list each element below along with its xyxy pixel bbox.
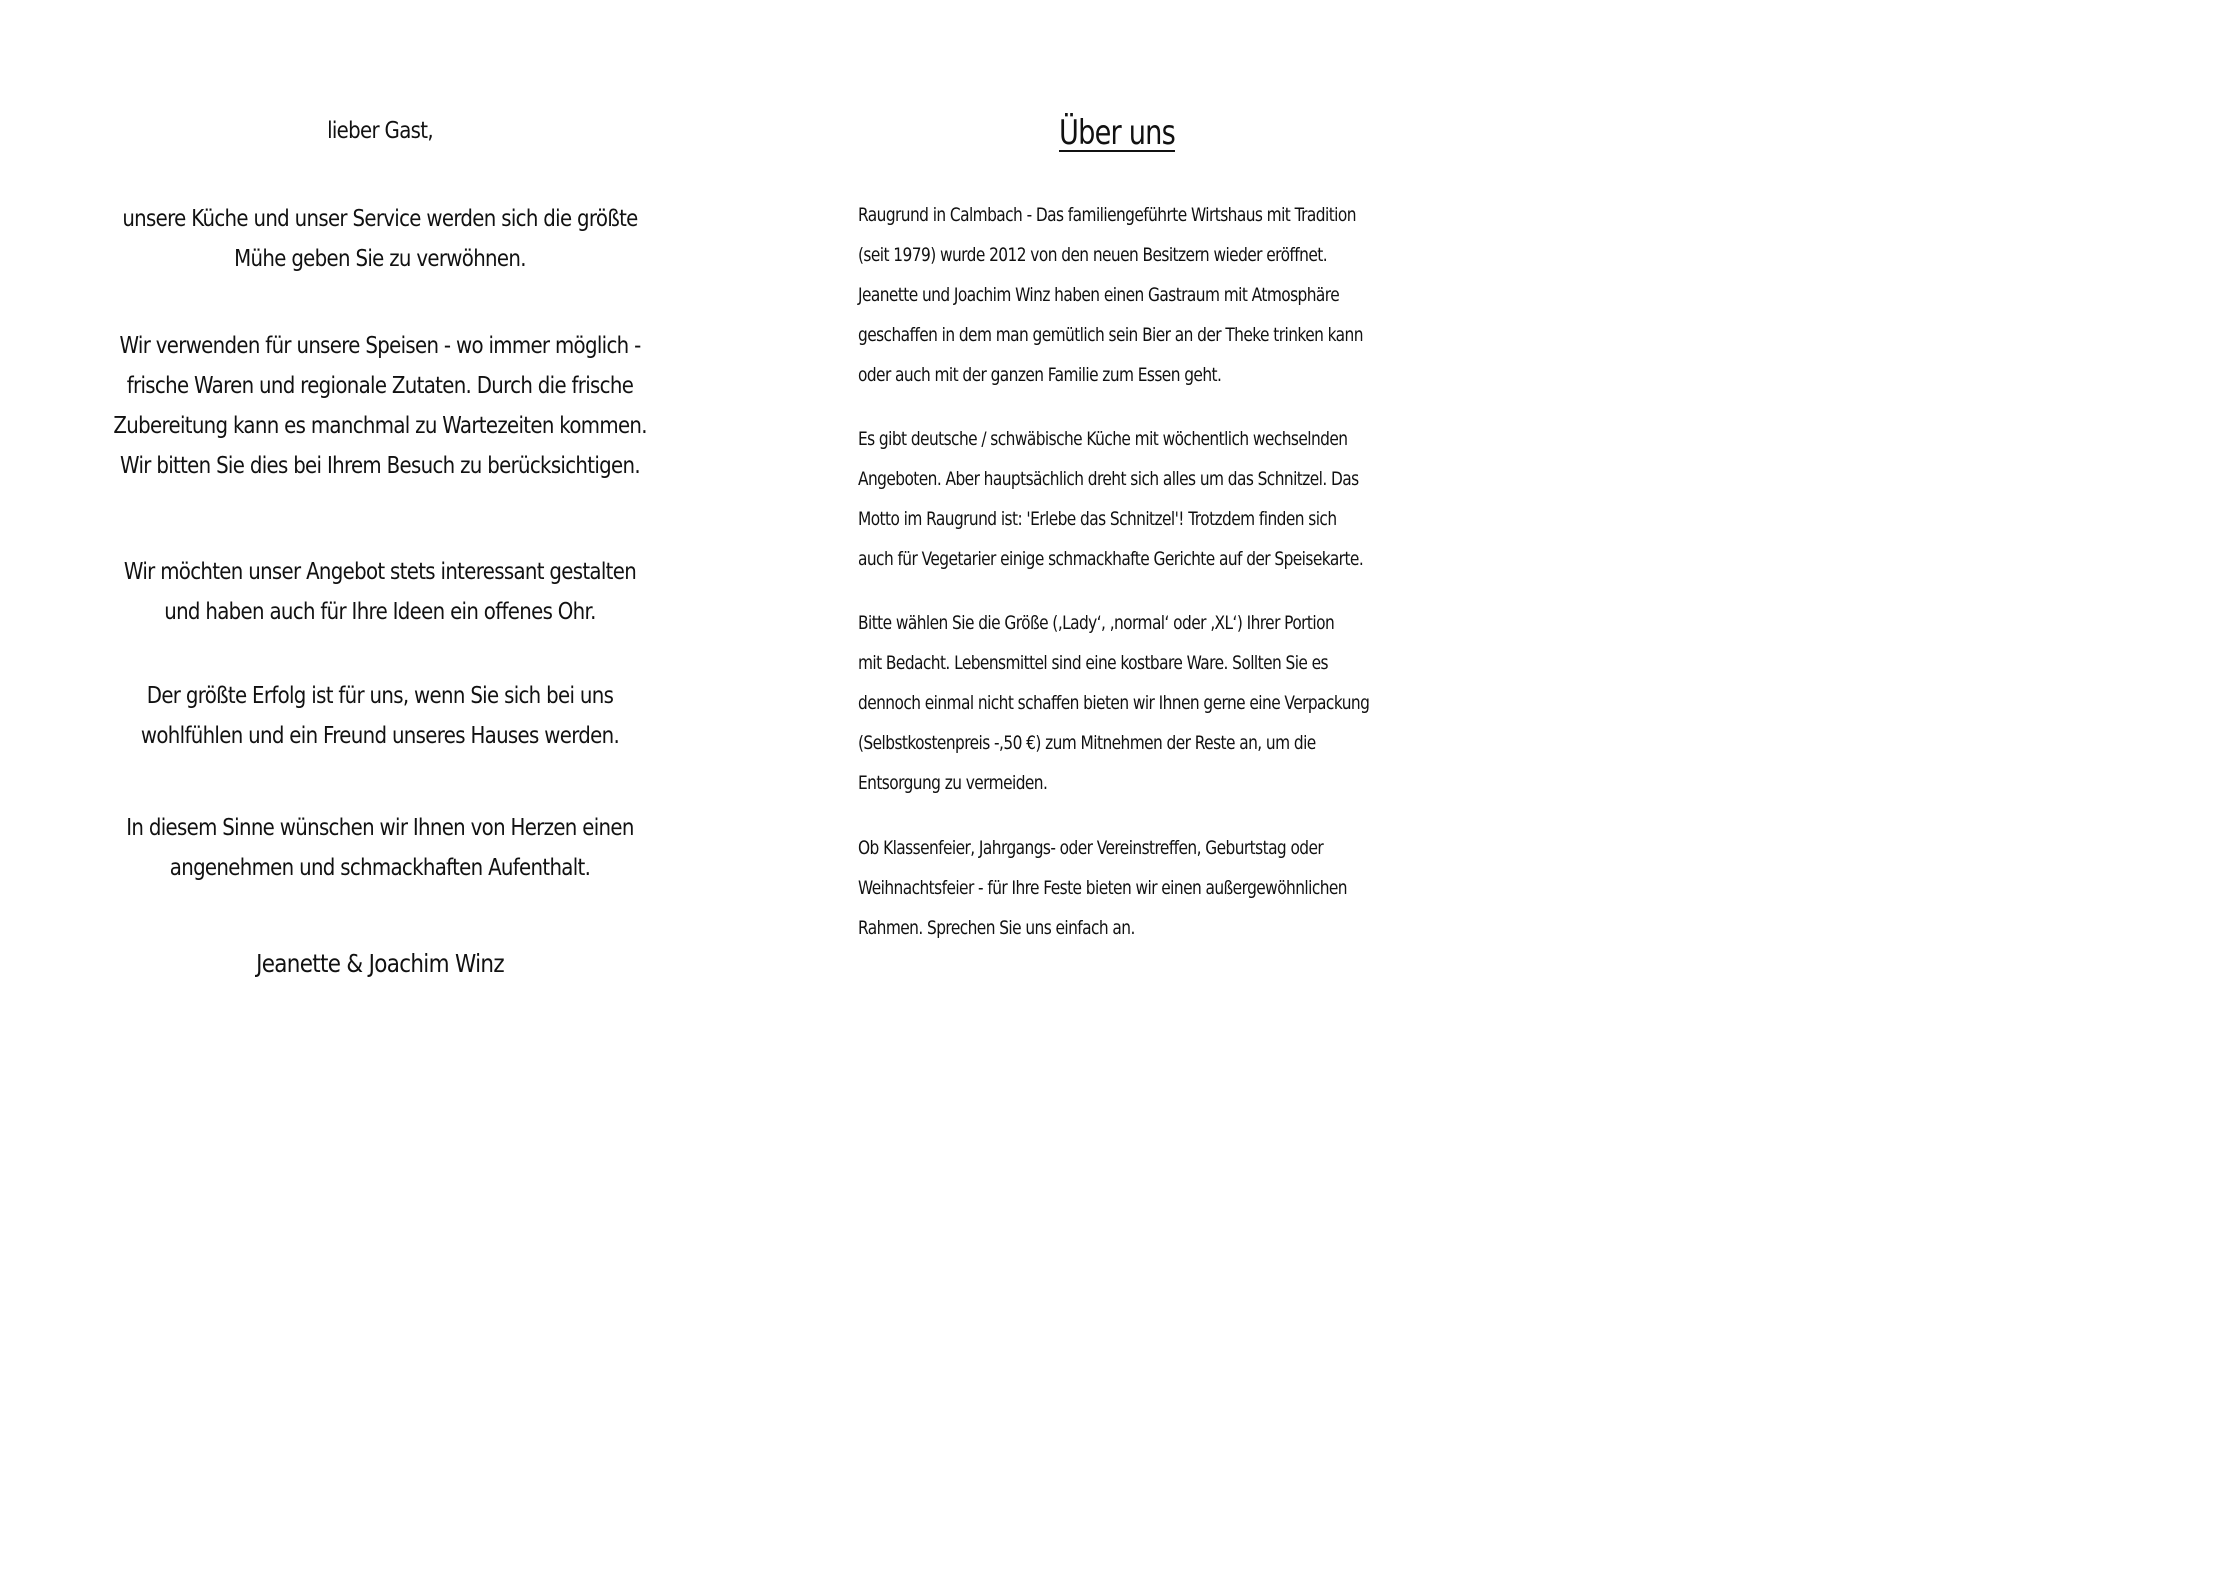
text-line: In diesem Sinne wünschen wir Ihnen von Herzen einen <box>126 815 634 841</box>
text-line: Wir bitten Sie dies bei Ihrem Besuch zu berücksichtigen. <box>120 453 640 479</box>
text-line: Rahmen. Sprechen Sie uns einfach an. <box>858 917 1135 939</box>
text-line: Jeanette und Joachim Winz haben einen Gastraum mit Atmosphäre <box>858 284 1340 306</box>
text-line: geschaffen in dem man gemütlich sein Bier an der Theke trinken kann <box>858 324 1363 346</box>
text-line: Es gibt deutsche / schwäbische Küche mit wöchentlich wechselnden <box>858 428 1348 450</box>
greeting-page <box>0 0 777 1100</box>
salutation: lieber Gast, <box>327 118 433 144</box>
text-line: (seit 1979) wurde 2012 von den neuen Besitzern wieder eröffnet. <box>858 244 1328 266</box>
text-line: Wir verwenden für unsere Speisen - wo immer möglich - <box>119 333 641 359</box>
text-line: unsere Küche und unser Service werden sich die größte <box>122 206 638 232</box>
about-paragraph <box>858 195 1441 395</box>
greeting-paragraph <box>113 199 646 279</box>
page-title: Über uns <box>1059 113 1175 153</box>
text-line: (Selbstkostenpreis -,50 €) zum Mitnehmen der Reste an, um die <box>858 732 1316 754</box>
text-line: angenehmen und schmackhaften Aufenthalt. <box>169 855 591 881</box>
text-line: Ob Klassenfeier, Jahrgangs- oder Vereinstreffen, Geburtstag oder <box>858 837 1324 859</box>
signature: Jeanette & Joachim Winz <box>256 949 504 978</box>
greeting-paragraph <box>113 326 646 486</box>
text-line: Raugrund in Calmbach - Das familiengeführte Wirtshaus mit Tradition <box>858 204 1356 226</box>
text-line: mit Bedacht. Lebensmittel sind eine kostbare Ware. Sollten Sie es <box>858 652 1328 674</box>
text-line: Mühe geben Sie zu verwöhnen. <box>234 246 526 272</box>
text-line: auch für Vegetarier einige schmackhafte Gerichte auf der Speisekarte. <box>858 548 1364 570</box>
greeting-paragraph <box>113 808 646 888</box>
text-line: Motto im Raugrund ist: 'Erlebe das Schnitzel'! Trotzdem finden sich <box>858 508 1337 530</box>
text-line: Weihnachtsfeier - für Ihre Feste bieten wir einen außergewöhnlichen <box>858 877 1347 899</box>
text-line: Zubereitung kann es manchmal zu Wartezeiten kommen. <box>113 413 647 439</box>
about-page <box>777 0 1555 1100</box>
about-paragraph <box>858 828 1441 948</box>
text-line: Wir möchten unser Angebot stets interessant gestalten <box>123 559 637 585</box>
greeting-paragraph <box>113 552 646 632</box>
text-line: Der größte Erfolg ist für uns, wenn Sie sich bei uns <box>146 683 614 709</box>
about-paragraph <box>858 419 1441 579</box>
text-line: und haben auch für Ihre Ideen ein offenes Ohr. <box>164 599 596 625</box>
text-line: dennoch einmal nicht schaffen bieten wir Ihnen gerne eine Verpackung <box>858 692 1370 714</box>
text-line: wohlfühlen und ein Freund unseres Hauses werden. <box>140 723 620 749</box>
text-line: Entsorgung zu vermeiden. <box>858 772 1048 794</box>
greeting-paragraph <box>113 676 646 756</box>
text-line: oder auch mit der ganzen Familie zum Essen geht. <box>858 364 1222 386</box>
text-line: frische Waren und regionale Zutaten. Durch die frische <box>126 373 634 399</box>
text-line: Bitte wählen Sie die Größe (‚Lady‘, ‚normal‘ oder ‚XL‘) Ihrer Portion <box>858 612 1335 634</box>
about-paragraph <box>858 603 1441 803</box>
text-line: Angeboten. Aber hauptsächlich dreht sich alles um das Schnitzel. Das <box>858 468 1359 490</box>
